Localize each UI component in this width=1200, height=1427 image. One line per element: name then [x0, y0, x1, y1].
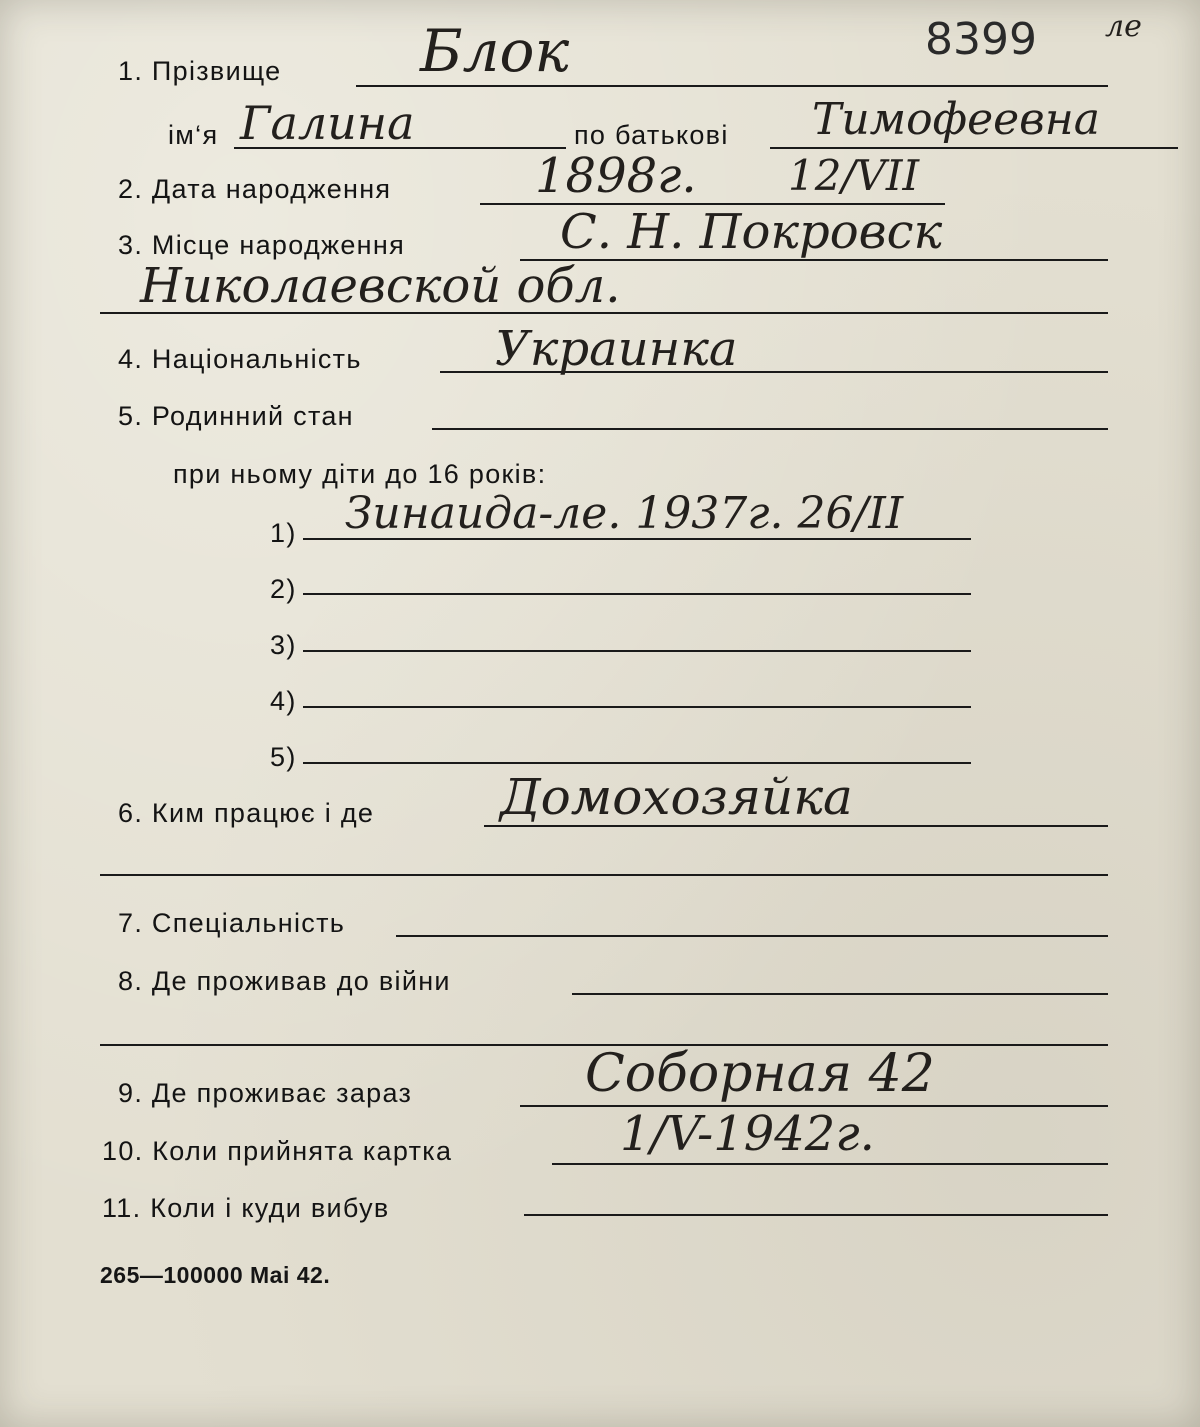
children-label: при ньому діти до 16 років: [173, 459, 547, 489]
firstname-value: Галина [240, 96, 415, 150]
field-surname-label: 1. Прізвище [118, 56, 282, 86]
surname-value: Блок [420, 17, 570, 85]
child-number-1: 1) [270, 518, 297, 548]
child-line-5 [303, 762, 971, 764]
field-prewar-residence-label: 8. Де проживав до війни [118, 966, 451, 996]
card-accepted-line [552, 1163, 1108, 1165]
field-birthplace-label: 3. Місце народження [118, 230, 406, 260]
birthplace-value-1: С. Н. Покровск [560, 204, 943, 260]
occupation-value: Домохозяйка [500, 768, 853, 826]
child-1-value: Зинаида-ле. 1937г. 26/II [345, 488, 904, 539]
child-number-3: 3) [270, 630, 297, 660]
child-line-3 [303, 650, 971, 652]
field-patronymic-label: по батькові [574, 120, 729, 150]
field-marital-label: 5. Родинний стан [118, 401, 354, 431]
field-occupation-label: 6. Ким працює і де [118, 798, 375, 828]
field-departure-label: 11. Коли і куди вибув [102, 1193, 390, 1223]
current-residence-value: Соборная 42 [585, 1044, 935, 1104]
field-birthdate-label: 2. Дата народження [118, 174, 392, 204]
specialty-line [396, 935, 1108, 937]
departure-line [524, 1214, 1108, 1216]
field-card-accepted-label: 10. Коли прийнята картка [102, 1136, 453, 1166]
field-specialty-label: 7. Спеціальність [118, 908, 346, 938]
patronymic-line [770, 147, 1178, 149]
birth-year-value: 1898г. [535, 148, 697, 204]
card-number: 8399 [925, 14, 1037, 65]
card-number-suffix: ле [1105, 9, 1142, 44]
field-nationality-label: 4. Національність [118, 344, 362, 374]
child-line-4 [303, 706, 971, 708]
patronymic-value: Тимофеевна [812, 94, 1100, 145]
child-number-2: 2) [270, 574, 297, 604]
child-line-2 [303, 593, 971, 595]
nationality-value: Украинка [495, 321, 738, 377]
birthplace-value-2: Николаевской обл. [140, 258, 621, 314]
card-accepted-value: 1/V-1942г. [620, 1106, 875, 1162]
field-current-residence-label: 9. Де проживає зараз [118, 1078, 413, 1108]
occupation-line-2 [100, 874, 1108, 876]
printer-mark: 265—100000 Mai 42. [100, 1262, 331, 1288]
child-number-4: 4) [270, 686, 297, 716]
birth-day-value: 12/VII [788, 151, 920, 200]
marital-line [432, 428, 1108, 430]
surname-line [356, 85, 1108, 87]
child-number-5: 5) [270, 742, 297, 772]
field-firstname-label: ім‘я [168, 120, 219, 150]
prewar-residence-line-1 [572, 993, 1108, 995]
